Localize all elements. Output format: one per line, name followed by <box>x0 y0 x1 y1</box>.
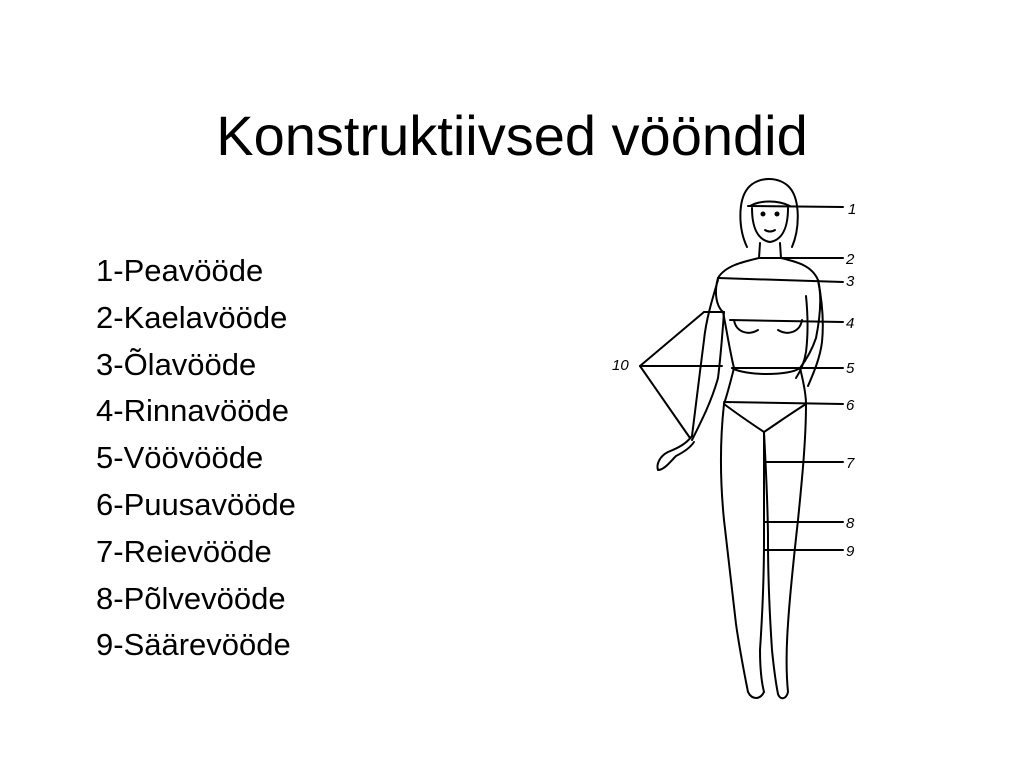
left-leg-outer <box>721 404 764 698</box>
zone-line-6 <box>724 402 843 404</box>
briefs <box>724 404 806 432</box>
legend-item-shoulder: 3-Õlavööde <box>96 346 257 382</box>
left-arm-inner <box>692 312 724 440</box>
hair-outline <box>740 179 797 247</box>
figure-label-5: 5 <box>846 360 855 377</box>
legend-item-neck: 2-Kaelavööde <box>96 299 288 335</box>
figure-label-4: 4 <box>846 315 855 332</box>
legend-item-thigh: 7-Reievööde <box>96 533 272 569</box>
left-hand <box>657 442 694 470</box>
eye-right <box>776 213 779 216</box>
figure-label-1: 1 <box>848 201 857 218</box>
legend-item-head: 1-Peavööde <box>96 253 264 288</box>
legend-item-waist: 5-Vöövööde <box>96 440 264 476</box>
figure-label-10: 10 <box>612 357 629 374</box>
legend-item-calf: 9-Säärevööde <box>96 627 291 663</box>
zone-line-10a <box>640 312 704 366</box>
figure-label-3: 3 <box>846 273 855 290</box>
figure-label-7: 7 <box>846 455 855 472</box>
zone-line-1 <box>748 206 843 207</box>
body-figure-svg <box>585 150 915 730</box>
legend-item-knee: 8-Põlvevööde <box>96 580 286 616</box>
eye-left <box>762 213 765 216</box>
zone-line-4 <box>730 320 843 322</box>
left-leg-inner <box>760 432 764 692</box>
right-leg-outer <box>778 404 806 698</box>
zone-line-3 <box>718 278 843 282</box>
legend-item-hip: 6-Puusavööde <box>96 486 296 522</box>
slide-title: Konstruktiivsed vööndid <box>216 103 808 167</box>
zone-line-10c <box>640 366 690 438</box>
neck-outline <box>759 243 781 258</box>
right-arm-outer <box>808 280 823 386</box>
right-leg-inner <box>764 432 778 694</box>
figure-label-9: 9 <box>846 543 855 560</box>
figure-label-2: 2 <box>846 251 855 268</box>
figure-label-8: 8 <box>846 515 855 532</box>
body-figure <box>585 150 915 730</box>
zone-legend <box>96 248 296 669</box>
figure-label-6: 6 <box>846 397 855 414</box>
legend-item-chest: 4-Rinnavööde <box>96 393 290 429</box>
bust-left <box>734 320 758 333</box>
right-arm-inner <box>796 296 808 378</box>
face-outline <box>752 208 788 242</box>
mouth <box>765 230 775 232</box>
